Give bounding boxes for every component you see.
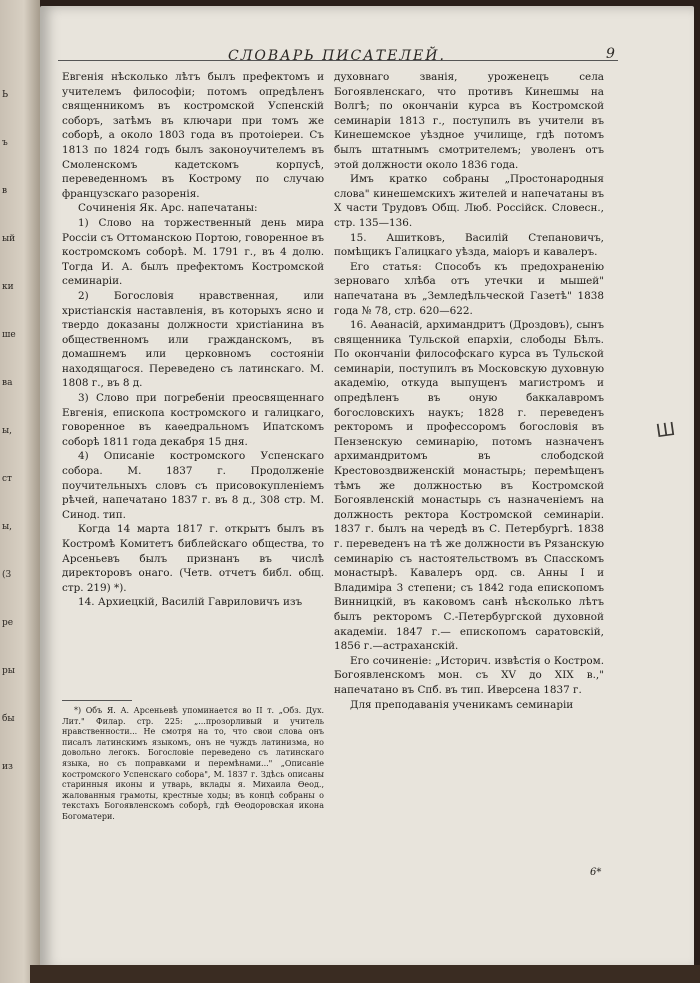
footnote-text: *) Объ Я. А. Арсеньевѣ упоминается во II т. „Обз. Дух. Лит." Филар. стр. 225: „...прозорливый и учитель нравственности... Не смотря на то, что свои слова онъ писалъ латинскимъ языкомъ, онъ не чуждъ латинизма, но довольно легокъ. Богословіе переведено съ латинскаго языка, но съ поправками и перемѣнами..." „Описаніе костромского Успенскаго собора", М. 1837 г. Здѣсь описаны старинныя иконы и утварь, вклады я. Михаила Ѳеод., жалованныя грамоты, крестные ходы; въ концѣ собраны о текстахъ Богоявленскомъ соборѣ, гдѣ Ѳеодоровская икона Богоматери. [62, 706, 324, 821]
paragraph: Евгенія нѣсколько лѣтъ былъ префектомъ и учителемъ философіи; потомъ опредѣленъ священникомъ въ костромской Успенскій соборъ, затѣмъ въ ключари при томъ же соборѣ, а около 1803 года въ протоіереи. Съ 1813 по 1824 годъ былъ законоучителемъ въ Смоленскомъ кадетскомъ корпусѣ, переведенномъ въ Кострому по случаю французскаго разоренія. [62, 71, 324, 200]
adjacent-page-fragment: ки [2, 282, 14, 292]
book-bottom-edge [30, 965, 700, 983]
adjacent-page-fragment: ст [2, 474, 13, 484]
adjacent-page-fragment: ше [2, 330, 16, 340]
paragraph: Когда 14 марта 1817 г. открытъ былъ въ Костромѣ Комитетъ библейскаго общества, то Арсеньевъ былъ признанъ въ числѣ директоровъ онаго. (Четв. отчетъ библ. общ. стр. 219) *). [62, 523, 324, 594]
adjacent-page-edge [0, 0, 40, 983]
left-column [62, 70, 324, 610]
pencil-margin-note: Ш [654, 418, 677, 443]
paragraph: 2) Богословія нравственная, или христіанскія наставленія, въ которыхъ ясно и твердо доказаны должности христіанина въ общественномъ или гражданскомъ, въ домашнемъ или церковномъ состояніи находящагося. Переведено съ латинскаго. М. 1808 г., въ 8 д. [62, 289, 324, 390]
adjacent-page-fragment: ый [2, 234, 16, 244]
adjacent-page-fragment: ы, [2, 426, 13, 436]
right-column [334, 70, 604, 712]
adjacent-page-fragment: ре [2, 618, 14, 628]
paragraph: 14. Архиецкій, Василій Гавриловичъ изъ [78, 596, 303, 609]
adjacent-page-fragment: из [2, 762, 13, 772]
adjacent-page-fragment: ры [2, 666, 15, 676]
paragraph: Для преподаванія ученикамъ семинаріи [350, 698, 574, 711]
footnote-rule [62, 700, 132, 701]
paragraph: 15. Ашитковъ, Василій Степановичъ, помѣщикъ Галицкаго уѣзда, маіоръ и кавалеръ. [334, 231, 604, 259]
paragraph: 3) Слово при погребеніи преосвященнаго Евгенія, епископа костромского и галицкаго, говоренное въ каѳедральномъ Ипатскомъ соборѣ 1811 года декабря 15 дня. [62, 392, 324, 448]
page-number: 9 [606, 46, 615, 62]
paragraph: Его сочиненіе: „Историч. извѣстія о Костром. Богоявленскомъ мон. съ XV до XIX в.," напечатано въ Спб. въ тип. Иверсена 1837 г. [334, 654, 604, 696]
running-header [58, 38, 618, 64]
page-title: СЛОВАРЬ ПИСАТЕЛЕЙ. [228, 48, 446, 64]
paragraph: Имъ кратко собраны „Простонародныя слова" кинешемскихъ жителей и напечатаны въ X части Трудовъ Общ. Люб. Россійск. Словесн., стр. 135—136. [334, 173, 604, 229]
adjacent-page-fragment: ы, [2, 522, 13, 532]
paragraph: 4) Описаніе костромского Успенскаго собора. М. 1837 г. Продолженіе поучительныхъ словъ съ присовокупленіемъ рѣчей, напечатано 1837 г. въ 8 д., 308 стр. М. Синод. тип. [62, 450, 324, 521]
adjacent-page-fragment: Ь [2, 90, 9, 100]
adjacent-page-fragment: ъ [2, 138, 8, 148]
paragraph: 1) Слово на торжественный день мира Россіи съ Оттоманскою Портою, говоренное въ костромскомъ соборѣ. М. 1791 г., въ 4 долю. Тогда И. А. былъ префектомъ Костромской семинаріи. [62, 216, 324, 288]
signature-mark: 6* [590, 867, 602, 878]
paragraph: духовнаго званія, уроженецъ села Богоявленскаго, что противъ Кинешмы на Волгѣ; по окончаніи курса въ Костромской семинаріи 1813 г., поступилъ въ учители въ Кинешемское уѣздное училище, гдѣ потомъ былъ штатнымъ смотрителемъ; уволенъ отъ этой должности около 1836 года. [334, 71, 604, 171]
adjacent-page-fragment: (3 [2, 570, 12, 580]
adjacent-page-fragment: в [2, 186, 8, 196]
paragraph: Сочиненія Як. Арс. напечатаны: [78, 202, 258, 215]
paragraph: Его статья: Способъ къ предохраненію зерноваго хлѣба отъ утечки и мышей" напечатана въ „Земледѣльческой Газетѣ" 1838 года № 78, стр. 620—622. [334, 260, 604, 317]
paragraph: 16. Аѳанасій, архимандритъ (Дроздовъ), сынъ священника Тульской епархіи, слободы Бѣлъ. По окончаніи философскаго курса въ Тульской семинаріи, поступилъ въ Московскую духовную академію, откуда выпущенъ магистромъ и опредѣленъ въ оную баккалавромъ богословскихъ наукъ; 1828 г. переведенъ ректоромъ и профессоромъ богословія въ Пензенскую семинарію, потомъ назначенъ архимандритомъ въ слободской Крестовоздвиженскій монастырь; перемѣщенъ тѣмъ же должностью въ Костромской Богоявленскій монастырь съ назначеніемъ на должность ректора Костромской семинаріи. 1837 г. былъ на чередѣ въ С. Петербургѣ. 1838 г. переведенъ на тѣ же должности въ Рязанскую семинарію съ настоятельствомъ въ Спасскомъ монастырѣ. Кавалеръ орд. св. Анны I и Владиміра 3 степени; съ 1842 года епископомъ Винницкій, въ каковомъ санѣ нѣсколько лѣтъ былъ ректоромъ С.-Петербургской духовной академіи. 1847 г.— епископомъ саратовскій, 1856 г.—астраханскій. [334, 319, 604, 653]
adjacent-page-fragment: ва [2, 378, 13, 388]
adjacent-page-fragment: бы [2, 714, 15, 724]
footnote [62, 706, 324, 823]
